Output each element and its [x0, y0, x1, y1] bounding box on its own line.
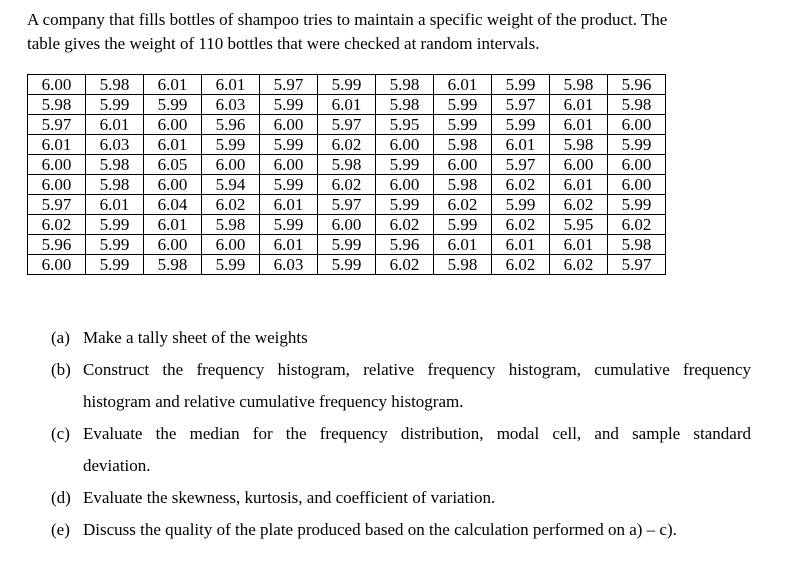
question-item: [51, 418, 751, 482]
table-row: [28, 115, 666, 135]
problem-statement-line-2: table gives the weight of 110 bottles that were checked at random intervals.: [27, 34, 540, 53]
table-cell: 6.00: [608, 155, 666, 175]
question-letter: (d): [51, 488, 71, 507]
table-cell: 5.99: [376, 195, 434, 215]
table-cell: 5.94: [202, 175, 260, 195]
table-cell: 6.03: [202, 95, 260, 115]
table-cell: 6.00: [550, 155, 608, 175]
table-cell: 6.00: [376, 175, 434, 195]
table-cell: 6.03: [260, 255, 318, 275]
table-row: [28, 135, 666, 155]
table-cell: 5.96: [202, 115, 260, 135]
table-cell: 5.98: [86, 155, 144, 175]
table-cell: 5.97: [28, 115, 86, 135]
table-cell: 6.02: [434, 195, 492, 215]
table-cell: 6.01: [492, 235, 550, 255]
table-cell: 5.97: [608, 255, 666, 275]
table-cell: 6.05: [144, 155, 202, 175]
table-cell: 5.99: [434, 115, 492, 135]
table-cell: 6.00: [202, 155, 260, 175]
table-cell: 5.98: [86, 75, 144, 95]
table-cell: 5.97: [28, 195, 86, 215]
table-cell: 5.98: [318, 155, 376, 175]
table-row: [28, 175, 666, 195]
weights-table-body: [28, 75, 666, 275]
table-cell: 5.99: [260, 95, 318, 115]
table-cell: 5.96: [28, 235, 86, 255]
table-cell: 5.99: [434, 215, 492, 235]
table-cell: 5.98: [550, 135, 608, 155]
table-cell: 6.01: [202, 75, 260, 95]
table-cell: 5.98: [28, 95, 86, 115]
table-cell: 6.00: [434, 155, 492, 175]
table-cell: 5.99: [202, 255, 260, 275]
table-cell: 5.99: [86, 255, 144, 275]
table-cell: 6.02: [608, 215, 666, 235]
table-cell: 6.02: [492, 255, 550, 275]
table-row: [28, 155, 666, 175]
table-cell: 6.02: [492, 175, 550, 195]
table-cell: 5.98: [434, 255, 492, 275]
question-list: [51, 322, 751, 546]
table-cell: 6.01: [434, 235, 492, 255]
table-cell: 5.99: [202, 135, 260, 155]
table-cell: 5.98: [86, 175, 144, 195]
table-row: [28, 215, 666, 235]
table-cell: 5.97: [492, 95, 550, 115]
table-cell: 6.01: [492, 135, 550, 155]
table-cell: 6.00: [144, 115, 202, 135]
table-row: [28, 255, 666, 275]
table-cell: 5.99: [376, 155, 434, 175]
table-cell: 6.01: [28, 135, 86, 155]
table-cell: 5.98: [434, 175, 492, 195]
table-cell: 5.98: [550, 75, 608, 95]
table-cell: 6.02: [318, 135, 376, 155]
table-cell: 6.00: [260, 155, 318, 175]
table-cell: 5.95: [550, 215, 608, 235]
table-cell: 6.02: [492, 215, 550, 235]
table-cell: 6.01: [434, 75, 492, 95]
question-item: [51, 322, 751, 354]
question-text: Construct the frequency histogram, relative frequency histogram, cumulative frequency: [83, 360, 751, 379]
table-cell: 6.04: [144, 195, 202, 215]
question-text: Make a tally sheet of the weights: [83, 328, 308, 347]
question-letter: (b): [51, 360, 71, 379]
question-text: deviation.: [83, 456, 151, 475]
table-cell: 6.00: [144, 235, 202, 255]
table-cell: 6.00: [318, 215, 376, 235]
table-cell: 6.00: [28, 75, 86, 95]
table-cell: 6.00: [28, 175, 86, 195]
table-cell: 5.96: [608, 75, 666, 95]
table-cell: 6.02: [550, 255, 608, 275]
table-cell: 6.01: [260, 195, 318, 215]
table-cell: 5.98: [434, 135, 492, 155]
table-cell: 6.01: [86, 115, 144, 135]
table-cell: 5.99: [608, 195, 666, 215]
table-cell: 6.00: [608, 175, 666, 195]
table-cell: 5.99: [318, 255, 376, 275]
table-cell: 6.02: [376, 255, 434, 275]
question-item: [51, 482, 751, 514]
table-cell: 5.99: [86, 235, 144, 255]
table-cell: 6.01: [144, 135, 202, 155]
question-letter: (c): [51, 424, 70, 443]
table-cell: 5.98: [202, 215, 260, 235]
table-cell: 5.97: [492, 155, 550, 175]
table-cell: 5.99: [608, 135, 666, 155]
table-cell: 6.02: [376, 215, 434, 235]
question-letter: (a): [51, 328, 70, 347]
table-cell: 5.99: [260, 175, 318, 195]
table-cell: 6.02: [28, 215, 86, 235]
table-cell: 6.01: [260, 235, 318, 255]
table-cell: 6.02: [550, 195, 608, 215]
table-cell: 6.00: [28, 155, 86, 175]
table-cell: 5.99: [492, 115, 550, 135]
table-cell: 6.02: [202, 195, 260, 215]
table-cell: 5.98: [144, 255, 202, 275]
table-cell: 5.97: [318, 195, 376, 215]
table-cell: 5.99: [260, 215, 318, 235]
table-cell: 5.95: [376, 115, 434, 135]
table-cell: 5.98: [608, 235, 666, 255]
question-item: [51, 514, 751, 546]
table-cell: 6.01: [550, 115, 608, 135]
table-cell: 6.01: [86, 195, 144, 215]
table-cell: 5.99: [492, 195, 550, 215]
question-item: [51, 354, 751, 418]
table-row: [28, 235, 666, 255]
table-cell: 6.01: [550, 95, 608, 115]
table-cell: 5.99: [86, 215, 144, 235]
table-cell: 5.97: [260, 75, 318, 95]
table-row: [28, 95, 666, 115]
table-cell: 5.99: [260, 135, 318, 155]
table-cell: 5.97: [318, 115, 376, 135]
table-cell: 5.99: [86, 95, 144, 115]
question-text: Evaluate the median for the frequency distribution, modal cell, and sample standard: [83, 424, 751, 443]
question-letter: (e): [51, 520, 70, 539]
table-cell: 6.00: [376, 135, 434, 155]
table-cell: 6.00: [28, 255, 86, 275]
table-cell: 6.01: [550, 175, 608, 195]
problem-statement: [27, 8, 787, 56]
question-text: Evaluate the skewness, kurtosis, and coefficient of variation.: [83, 488, 496, 507]
table-cell: 5.99: [492, 75, 550, 95]
table-cell: 6.00: [608, 115, 666, 135]
question-text: Discuss the quality of the plate produced based on the calculation performed on a) – c).: [83, 520, 677, 539]
table-cell: 5.99: [144, 95, 202, 115]
table-cell: 5.98: [376, 75, 434, 95]
question-text: histogram and relative cumulative frequency histogram.: [83, 392, 464, 411]
table-cell: 6.00: [260, 115, 318, 135]
table-cell: 6.00: [202, 235, 260, 255]
table-cell: 5.96: [376, 235, 434, 255]
table-cell: 6.01: [318, 95, 376, 115]
table-cell: 6.02: [318, 175, 376, 195]
table-cell: 5.98: [376, 95, 434, 115]
table-cell: 6.03: [86, 135, 144, 155]
table-cell: 6.01: [550, 235, 608, 255]
table-cell: 5.99: [434, 95, 492, 115]
table-cell: 6.01: [144, 215, 202, 235]
table-cell: 6.01: [144, 75, 202, 95]
table-cell: 5.99: [318, 235, 376, 255]
problem-statement-line-1: A company that fills bottles of shampoo tries to maintain a specific weight of the product. The: [27, 10, 668, 29]
table-row: [28, 195, 666, 215]
table-cell: 6.00: [144, 175, 202, 195]
table-cell: 5.99: [318, 75, 376, 95]
table-row: [28, 75, 666, 95]
table-cell: 5.98: [608, 95, 666, 115]
weights-table: [27, 74, 666, 275]
